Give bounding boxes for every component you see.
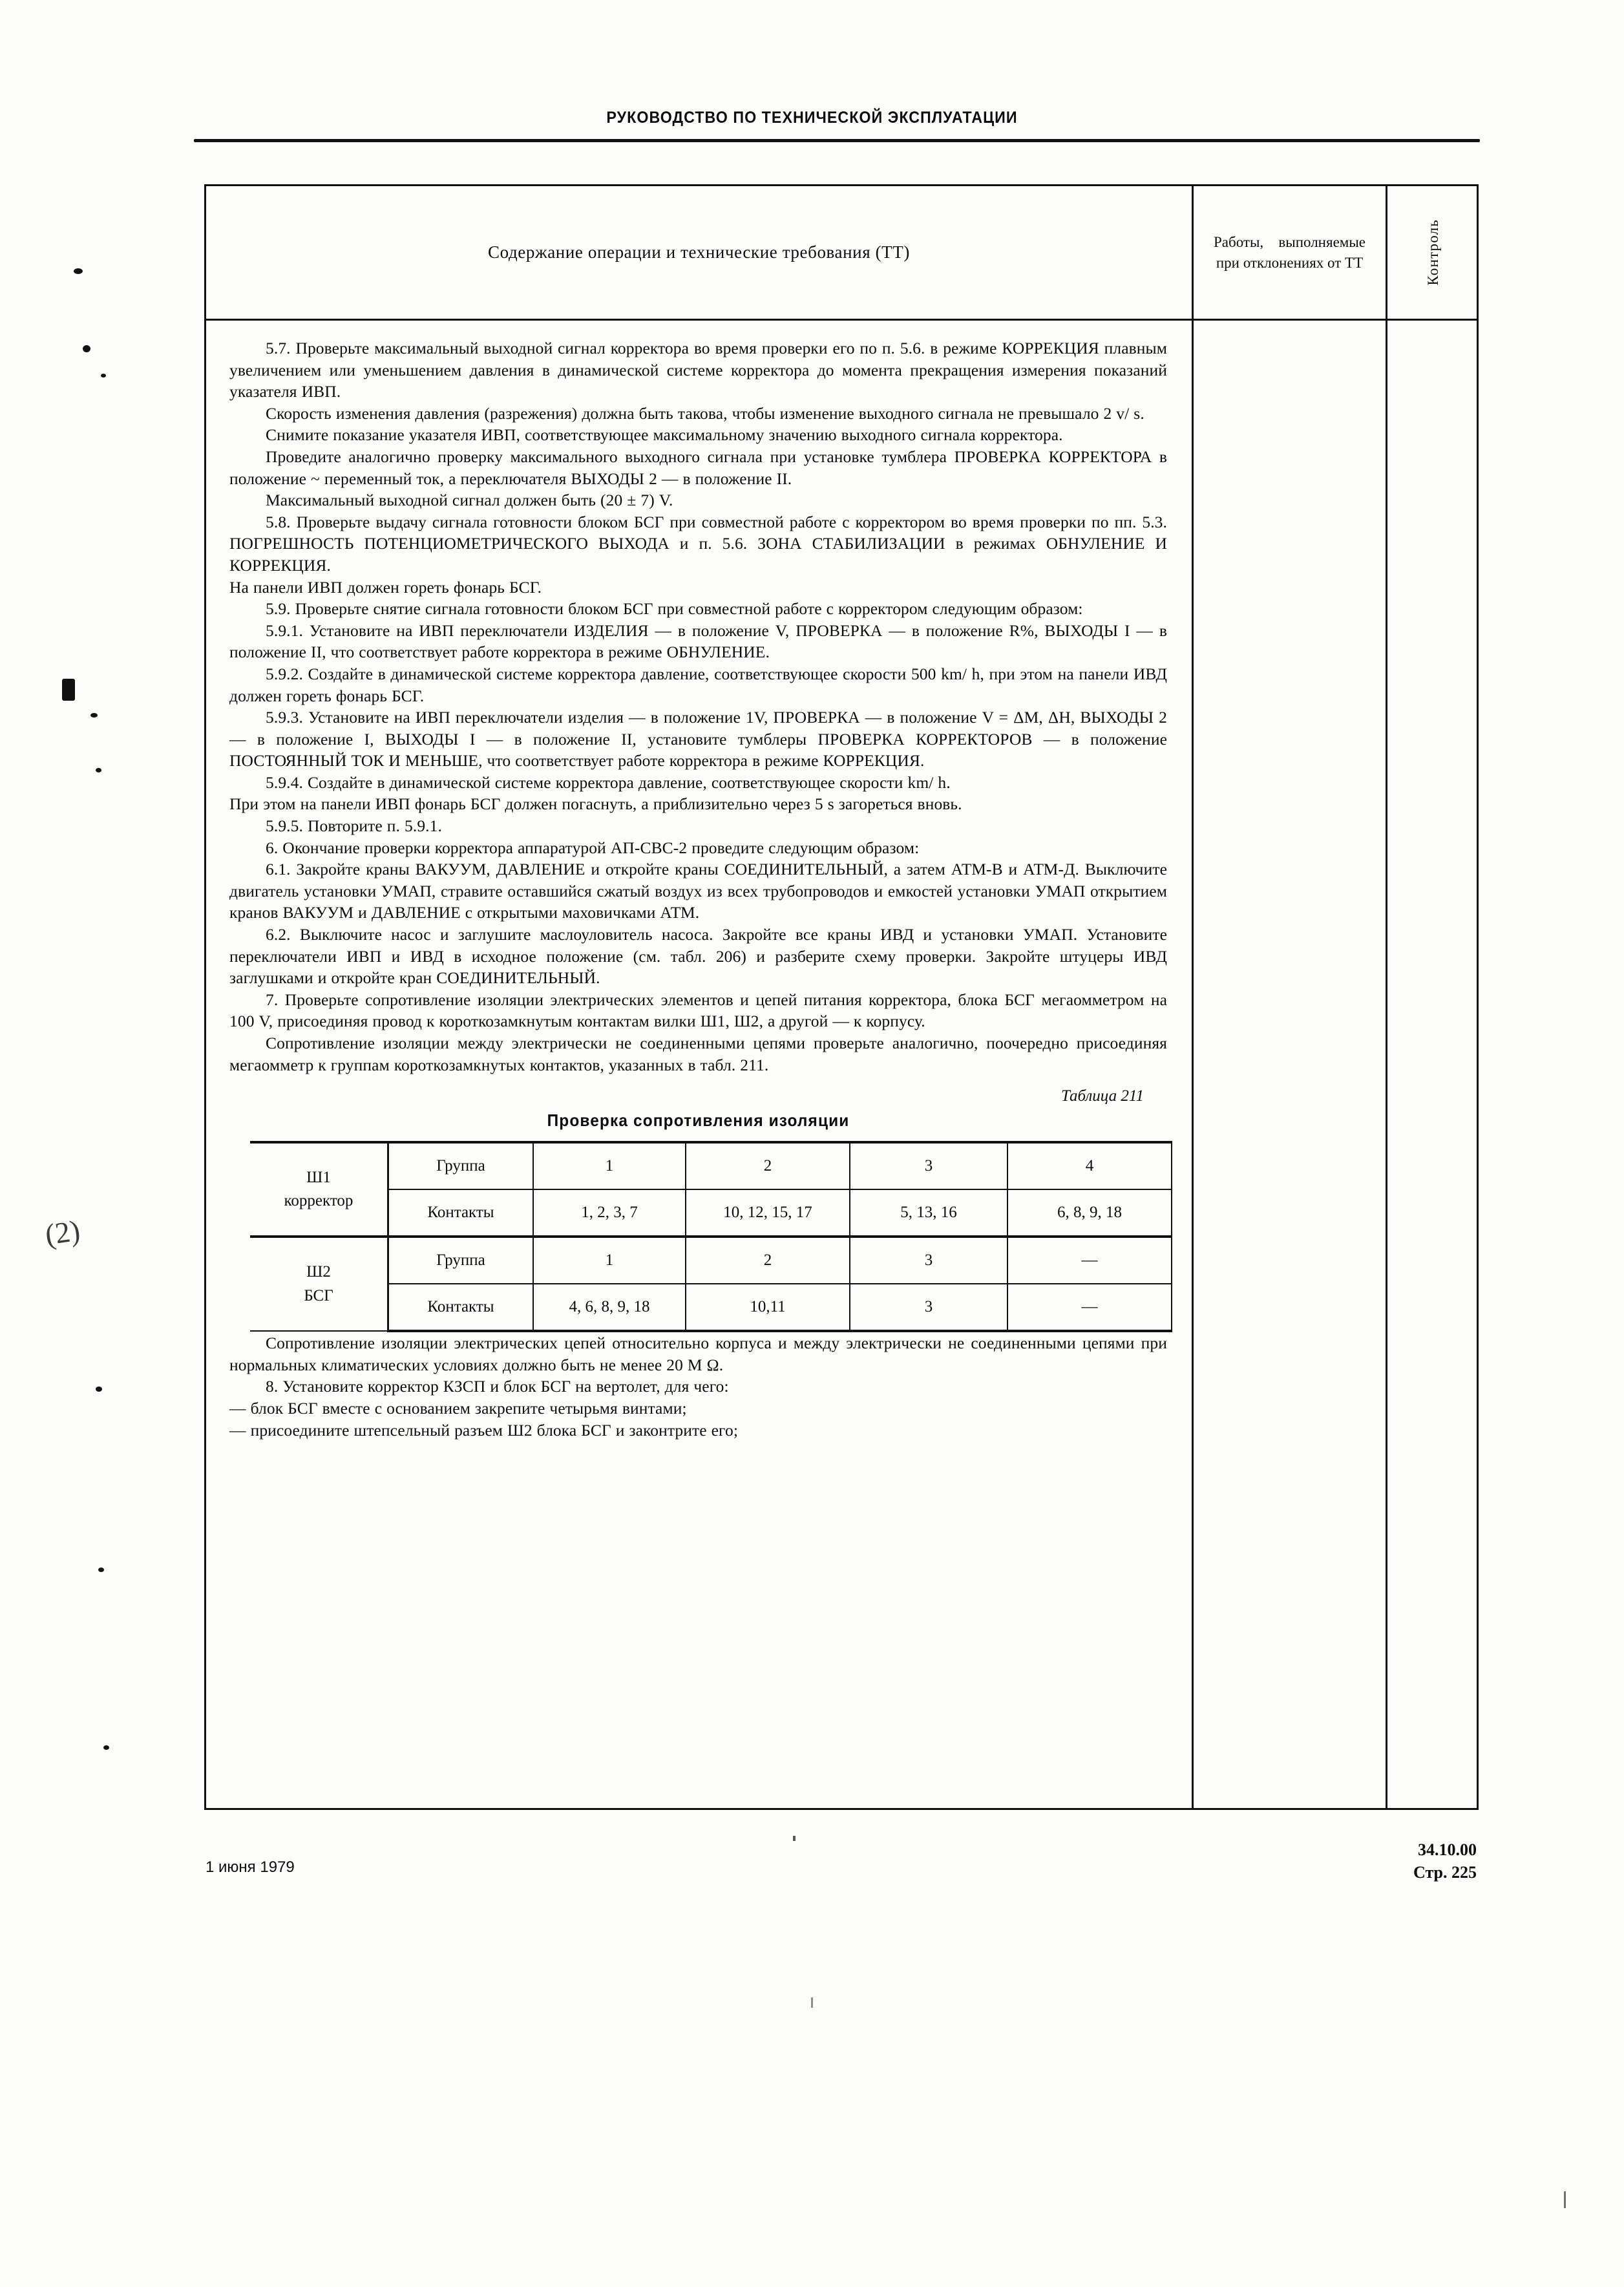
paragraph-5-9-5: 5.9.5. Повторите п. 5.9.1. [266, 816, 442, 836]
table-row [250, 1189, 1172, 1237]
cell-label-group: Группа [388, 1142, 534, 1189]
paragraph-8: 8. Установите корректор КЗСП и блок БСГ на вертолет, для чего: [266, 1377, 729, 1396]
cell-label-contacts: Контакты [388, 1284, 534, 1331]
operation-content-cell [218, 323, 1180, 1441]
paragraph-5-9-2: 5.9.2. Создайте в динамической системе корректора давление, соответствующее скорости 500 km/ h, при этом на панели ИВД должен гореть фонарь БСГ. [229, 664, 1167, 705]
cell-group-value: 3 [850, 1142, 1007, 1189]
cell-group-value: 3 [850, 1237, 1007, 1284]
cell-label-contacts: Контакты [388, 1189, 534, 1237]
cell-contacts-value: 3 [850, 1284, 1007, 1331]
cell-group-value: 4 [1007, 1142, 1172, 1189]
scan-speck [74, 268, 83, 274]
paragraph-lamp: На панели ИВП должен гореть фонарь БСГ. [229, 577, 542, 597]
cell-contacts-value: 6, 8, 9, 18 [1007, 1189, 1172, 1237]
cell-group-value: 1 [533, 1142, 686, 1189]
scan-speck [793, 1836, 796, 1841]
scan-speck [98, 1568, 104, 1572]
cell-label-group: Группа [388, 1237, 534, 1284]
handwritten-margin-mark: (2) [43, 1213, 82, 1251]
header-divider [206, 319, 1477, 321]
paragraph-after-table: Сопротивление изоляции электрических цепей относительно корпуса и между электрически не соединенными цепями при нормальных климатических условиях должно быть не менее 20 M Ω. [229, 1334, 1167, 1374]
scan-speck [96, 1387, 102, 1392]
table-row [250, 1237, 1172, 1284]
plug-name-line1: Ш1 [306, 1168, 331, 1186]
cell-contacts-value: — [1007, 1284, 1172, 1331]
table-row [250, 1284, 1172, 1331]
row-header-plug-sh2 [250, 1237, 388, 1331]
plug-name-line2: БСГ [304, 1286, 333, 1304]
paragraph-5-9-3: 5.9.3. Установите на ИВП переключатели изделия — в положение 1V, ПРОВЕРКА — в положение V = ΔМ, ΔН, ВЫХОДЫ 2 — в положение I, ВЫХОДЫ I — в положение II, установите тумблеры ПРОВЕРКА КОРРЕКТОРОВ — в положение ПОСТОЯННЫЙ ТОК И МЕНЬШЕ, что соответствует работе корректора в режиме КОРРЕКЦИЯ. [229, 708, 1167, 771]
footer-page-reference [1413, 1839, 1477, 1884]
column-header-deviation [1194, 186, 1386, 319]
running-head-rule [194, 139, 1480, 142]
paragraph-8a: — блок БСГ вместе с основанием закрепите четырьмя винтами; [229, 1398, 687, 1418]
cell-group-value: 2 [686, 1237, 850, 1284]
scan-speck [103, 1745, 109, 1750]
row-header-plug-sh1 [250, 1142, 388, 1237]
table-row [250, 1142, 1172, 1189]
column-header-control [1387, 186, 1479, 319]
paragraph-5-7: 5.7. Проверьте максимальный выходной сигнал корректора во время проверки его по п. 5.6. в режиме КОРРЕКЦИЯ плавным увеличением или уменьшением давления в динамической системе корректора до момента прекращения измерения показаний указателя ИВП. [229, 339, 1167, 401]
table-caption-211: Проверка сопротивления изоляции [547, 1111, 850, 1131]
paragraph-6-1: 6.1. Закройте краны ВАКУУМ, ДАВЛЕНИЕ и откройте краны СОЕДИНИТЕЛЬНЫЙ, а затем АТМ-В и АТМ-Д. Выключите двигатель установки УМАП, стравите оставшийся сжатый воздух из всех трубопроводов и емкостей установки УМАП открытием кранов ВАКУУМ и ДАВЛЕНИЕ с открытыми маховичками АТМ. [229, 860, 1167, 922]
column-header-control-label: Контроль [1424, 219, 1441, 286]
cell-group-value: — [1007, 1237, 1172, 1284]
paragraph-5-9-1: 5.9.1. Установите на ИВП переключатели ИЗДЕЛИЯ — в положение V, ПРОВЕРКА — в положение R%, ВЫХОДЫ I — в положение II, что соответствует работе корректора в режиме ОБНУЛЕНИЕ. [229, 621, 1167, 662]
footer-chapter-code: 34.10.00 [1418, 1840, 1477, 1859]
paragraph-7b: Сопротивление изоляции между электрически не соединенными цепями проверьте аналогично, поочередно присоединяя мегаомметр к группам короткозамкнутых контактов, указанных в табл. 211. [229, 1034, 1167, 1074]
footer-page-number: Стр. 225 [1413, 1862, 1477, 1882]
scan-speck [96, 768, 101, 772]
scan-speck [90, 713, 98, 718]
cell-contacts-value: 10,11 [686, 1284, 850, 1331]
footer-date: 1 июня 1979 [206, 1858, 295, 1876]
cell-group-value: 1 [533, 1237, 686, 1284]
scan-blot [62, 679, 75, 701]
column-divider-2 [1386, 186, 1387, 1808]
paragraph-analog: Проведите аналогично проверку максимального выходного сигнала при установке тумблера ПРОВЕРКА КОРРЕКТОРА в положение ~ переменный ток, а переключателя ВЫХОДЫ 2 — в положение II. [229, 447, 1167, 488]
paragraph-max-signal: Максимальный выходной сигнал должен быть (20 ± 7) V. [266, 491, 673, 510]
operations-table-frame [204, 184, 1479, 1810]
paragraph-5-9: 5.9. Проверьте снятие сигнала готовности блоком БСГ при совместной работе с корректором следующим образом: [266, 599, 1083, 619]
paragraph-5-8: 5.8. Проверьте выдачу сигнала готовности блоком БСГ при совместной работе с корректором во время проверки по пп. 5.3. ПОГРЕШНОСТЬ ПОТЕНЦИОМЕТРИЧЕСКОГО ВЫХОДА и п. 5.6. ЗОНА СТАБИЛИЗАЦИИ в режимах ОБНУЛЕНИЕ И КОРРЕКЦИЯ. [229, 512, 1167, 575]
scan-speck [83, 345, 90, 352]
running-head: РУКОВОДСТВО ПО ТЕХНИЧЕСКОЙ ЭКСПЛУАТАЦИИ [606, 109, 1018, 127]
cell-contacts-value: 1, 2, 3, 7 [533, 1189, 686, 1237]
column-header-deviation-label: Работы, выполняемые при отклонениях от ТТ [1214, 233, 1366, 271]
plug-name-line2: корректор [284, 1192, 353, 1210]
cell-contacts-value: 5, 13, 16 [850, 1189, 1007, 1237]
paragraph-6-2: 6.2. Выключите насос и заглушите маслоуловитель насоса. Закройте все краны ИВД и установки УМАП. Установите переключатели ИВП и ИВД в исходное положение (см. табл. 206) и разберите схему проверки. Закройте штуцеры ИВД заглушками и откройте кран СОЕДИНИТЕЛЬНЫЙ. [229, 925, 1167, 988]
cell-contacts-value: 4, 6, 8, 9, 18 [533, 1284, 686, 1331]
plug-name-line1: Ш2 [306, 1263, 331, 1281]
paragraph-5-9-4b: При этом на панели ИВП фонарь БСГ должен погаснуть, а приблизительно через 5 s загореться вновь. [229, 794, 962, 814]
scan-speck [1564, 2191, 1566, 2208]
paragraph-7: 7. Проверьте сопротивление изоляции электрических элементов и цепей питания корректора, блока БСГ мегаомметром на 100 V, присоединяя провод к короткозамкнутым контактам вилки Ш1, Ш2, а другой — к корпусу. [229, 990, 1167, 1031]
isolation-resistance-table [250, 1141, 1172, 1332]
paragraph-6: 6. Окончание проверки корректора аппаратурой АП-СВС-2 проведите следующим образом: [266, 838, 920, 857]
scan-speck [101, 374, 106, 378]
column-header-operation [206, 186, 1192, 319]
table-number-211: Таблица 211 [1060, 1087, 1144, 1105]
cell-contacts-value: 10, 12, 15, 17 [686, 1189, 850, 1237]
column-header-operation-label: Содержание операции и технические требования (ТТ) [488, 242, 910, 262]
paragraph-read: Снимите показание указателя ИВП, соответствующее максимальному значению выходного сигнала корректора. [266, 425, 1063, 445]
paragraph-speed: Скорость изменения давления (разрежения) должна быть такова, чтобы изменение выходного сигнала не превышало 2 v/ s. [266, 403, 1144, 423]
paragraph-8b: — присоедините штепсельный разъем Ш2 блока БСГ и законтрите его; [229, 1420, 739, 1440]
scan-speck [811, 1997, 813, 2008]
paragraph-5-9-4: 5.9.4. Создайте в динамической системе корректора давление, соответствующее скорости km/ h. [266, 772, 951, 792]
cell-group-value: 2 [686, 1142, 850, 1189]
column-divider-1 [1192, 186, 1194, 1808]
